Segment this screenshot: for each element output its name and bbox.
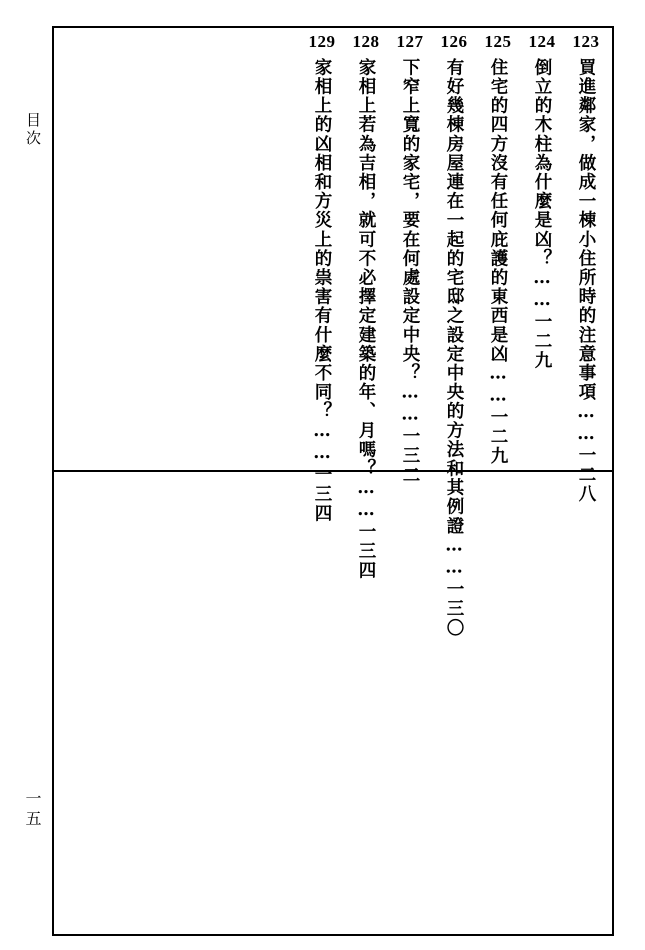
toc-entry-number: 124 — [528, 32, 556, 51]
toc-entry-title: 家相上的凶相和方災上的祟害有什麼不同？ — [312, 58, 332, 421]
table-of-contents — [60, 32, 608, 638]
toc-entry-number: 126 — [440, 32, 468, 51]
running-head: 目次 — [24, 112, 42, 148]
toc-entry-title: 有好幾棟房屋連在一起的宅邸之設定中央的方法和其例證 — [444, 58, 464, 536]
toc-entry-number: 125 — [484, 32, 512, 51]
toc-entry-body — [564, 58, 608, 505]
text-block-divider — [52, 470, 614, 472]
toc-entry-number: 128 — [352, 32, 380, 51]
toc-entry-number: 127 — [396, 32, 424, 51]
toc-entry-leader: …… — [576, 401, 596, 446]
toc-entry-leader: …… — [444, 535, 464, 580]
toc-entry[interactable] — [300, 32, 344, 524]
toc-entry-leader: …… — [400, 382, 420, 427]
toc-entry[interactable] — [476, 32, 520, 467]
toc-entry-leader: …… — [356, 478, 376, 523]
toc-entry[interactable] — [520, 32, 564, 464]
toc-entry-body — [300, 58, 344, 524]
toc-entry-title: 下窄上寬的家宅，要在何處設定中央？ — [400, 58, 420, 383]
toc-entry-title: 倒立的木柱為什麼是凶？ — [532, 58, 552, 269]
toc-entry-number: 123 — [572, 32, 600, 51]
toc-entry-body — [432, 58, 476, 638]
toc-entry-body — [344, 58, 388, 581]
toc-entry-page: 一二八 — [576, 445, 596, 505]
toc-entry-page: 一三四 — [356, 522, 376, 581]
toc-entry-leader: …… — [532, 268, 552, 313]
page-folio: 一五 — [23, 790, 42, 830]
toc-entry[interactable] — [388, 32, 432, 486]
toc-entry-number: 129 — [308, 32, 336, 51]
toc-entry-page: 一三〇 — [444, 579, 464, 638]
toc-entry-title: 家相上若為吉相，就可不必擇定建築的年、月嗎？ — [356, 58, 376, 479]
toc-entry[interactable] — [432, 32, 476, 638]
toc-entry-leader: …… — [488, 363, 508, 408]
toc-entry-leader: …… — [312, 420, 332, 465]
toc-entry-body — [476, 58, 520, 467]
toc-entry-body — [520, 58, 564, 464]
toc-entry-page: 一三二 — [400, 426, 420, 486]
toc-entry[interactable] — [564, 32, 608, 505]
toc-entry-page: 一二九 — [488, 407, 508, 467]
toc-entry-page: 一三四 — [312, 464, 332, 524]
toc-entry-title: 買進鄰家，做成一棟小住所時的注意事項 — [576, 58, 596, 402]
toc-entry-body — [388, 58, 432, 486]
toc-entry-page: 一二九 — [532, 312, 552, 371]
toc-entry[interactable] — [344, 32, 388, 581]
toc-entry-title: 住宅的四方沒有任何庇護的東西是凶 — [488, 58, 508, 364]
